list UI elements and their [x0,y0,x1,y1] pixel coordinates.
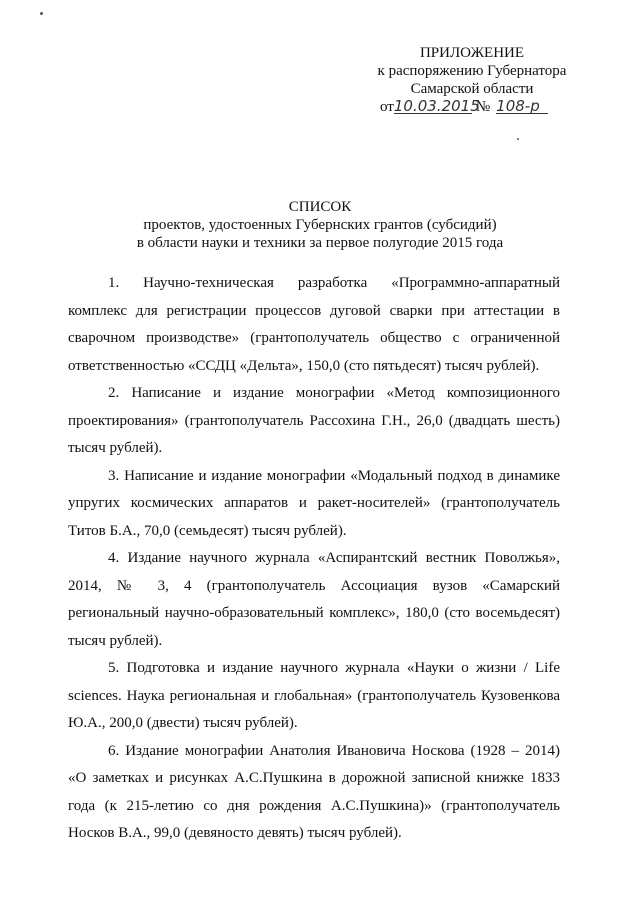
list-item: 2. Написание и издание монографии «Метод композиционного проектирования» (грантополучатель Рассохина Г.Н., 26,0 (двадцать шесть) тысяч рублей). [68,385,560,456]
handwritten-date: 10.03.2015 [393,97,480,115]
scan-speck [517,138,519,140]
title-subtitle-2: в области науки и техники за первое полугодие 2015 года [136,235,504,251]
scan-speck [40,12,43,15]
document-title [60,198,580,252]
appendix-region: Самарской области [410,81,534,97]
number-prefix: № [475,99,491,115]
appendix-date-number [372,98,572,116]
appendix-title: ПРИЛОЖЕНИЕ [419,45,525,61]
list-item: 5. Подготовка и издание научного журнала «Науки о жизни / Life sciences. Наука региональная и глобальная» (грантополучатель Кузовенкова Ю.А., 200,0 (двести) тысяч рублей). [68,660,560,731]
list-item: 6. Издание монографии Анатолия Ивановича Носкова (1928 – 2014) «О заметках и рисунках А.С.Пушкина в дорожной записной книжке 1833 года (к 215-летию со дня рождения А.С.Пушкина)» (грантополучатель Носков В.А., 99,0 (девяносто девять) тысяч рублей). [68,742,560,841]
list-item: 3. Написание и издание монографии «Модальный подход в динамике упругих космических аппаратов и ракет-носителей» (грантополучатель Титов Б.А., 70,0 (семьдесят) тысяч рублей). [68,467,560,539]
list-item: 4. Издание научного журнала «Аспирантский вестник Поволжья», 2014, № 3, 4 (грантополучатель Ассоциация вузов «Самарский региональный научно-образовательный комплекс», 180,0 (сто восемьдесят) тысяч рублей). [68,550,560,649]
list-item: 1. Научно-техническая разработка «Программно-аппаратный комплекс для регистрации процессов дуговой сварки при аттестации в сварочном производстве» (грантополучатель общество с ограниченной ответственностью «ССДЦ «Дельта», 150,0 (сто пятьдесят) тысяч рублей). [68,275,560,374]
title-subtitle-1: проектов, удостоенных Губернских грантов (субсидий) [143,217,497,233]
grant-list [68,270,560,848]
title-heading: СПИСОК [288,199,352,215]
date-prefix: от [380,99,394,115]
appendix-order-ref: к распоряжению Губернатора [377,63,567,79]
handwritten-number: 108-р [496,99,548,114]
appendix-header [372,44,572,116]
